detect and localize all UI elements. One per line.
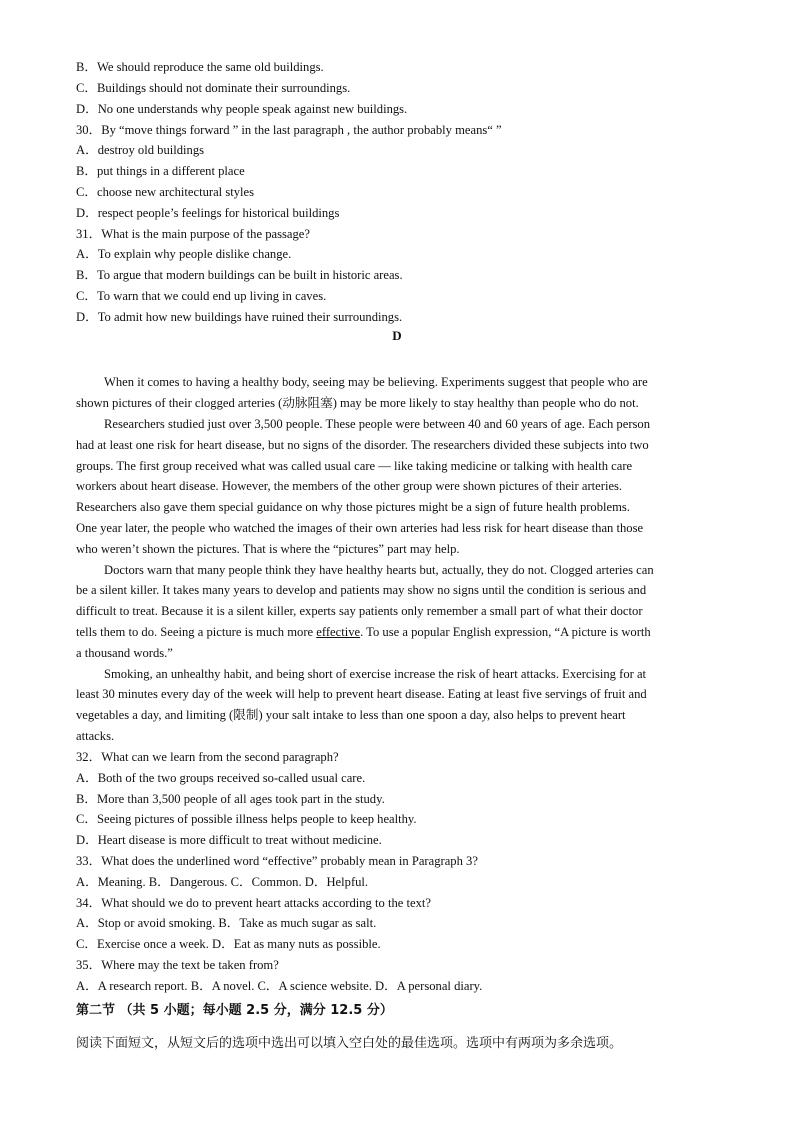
passage-line: Smoking, an unhealthy habit, and being short of exercise increase the risk of heart attacks. Exercising for at: [104, 667, 647, 681]
passage-line: attacks.: [76, 729, 115, 743]
q31-option-d: D．To admit how new buildings have ruined their surroundings.: [76, 310, 403, 324]
passage-line: Doctors warn that many people think they have healthy hearts but, actually, they do not. Clogged arteries can: [104, 563, 654, 577]
q30-option-c: C．choose new architectural styles: [76, 185, 255, 199]
passage-line: Researchers also gave them special guidance on why those pictures might be a sign of future health problems.: [76, 500, 630, 514]
q30-stem: 30．By “move things forward ” in the last paragraph , the author probably means“ ”: [76, 123, 502, 137]
q32-stem: 32．What can we learn from the second paragraph?: [76, 750, 339, 764]
q32-option-d: D．Heart disease is more difficult to treat without medicine.: [76, 833, 382, 847]
q34-options-cd: C．Exercise once a week. D．Eat as many nuts as possible.: [76, 937, 381, 951]
q29-option-c: C．Buildings should not dominate their surroundings.: [76, 81, 351, 95]
passage-line: Researchers studied just over 3,500 people. These people were between 40 and 60 years of age. Each person: [104, 417, 651, 431]
q29-option-b: B．We should reproduce the same old buildings.: [76, 60, 324, 74]
passage-line: [76, 625, 651, 640]
q31-option-b: B．To argue that modern buildings can be built in historic areas.: [76, 268, 403, 282]
q32-option-c: C．Seeing pictures of possible illness helps people to keep healthy.: [76, 812, 417, 826]
q33-options: A．Meaning. B．Dangerous. C．Common. D．Helpful.: [76, 875, 369, 889]
q35-options: A．A research report. B．A novel. C．A science website. D．A personal diary.: [76, 979, 483, 993]
q30-option-a: A．destroy old buildings: [76, 143, 205, 157]
q35-stem: 35．Where may the text be taken from?: [76, 958, 279, 972]
q32-option-a: A．Both of the two groups received so-called usual care.: [76, 771, 366, 785]
passage-line: difficult to treat. Because it is a silent killer, experts say patients only remember a small part of what their doctor: [76, 604, 643, 618]
q30-option-d: D．respect people’s feelings for historical buildings: [76, 206, 340, 220]
q34-stem: 34．What should we do to prevent heart attacks according to the text?: [76, 896, 431, 910]
part2-heading: 第二节 （共 5 小题；每小题 2.5 分，满分 12.5 分）: [76, 1003, 393, 1018]
q32-option-b: B．More than 3,500 people of all ages took part in the study.: [76, 792, 385, 806]
q34-options-ab: A．Stop or avoid smoking. B．Take as much sugar as salt.: [76, 916, 377, 930]
passage-line: least 30 minutes every day of the week will help to prevent heart disease. Eating at least five servings of fruit and: [76, 687, 647, 701]
part2-instruction: 阅读下面短文，从短文后的选项中选出可以填入空白处的最佳选项。选项中有两项为多余选项。: [76, 1036, 623, 1051]
passage-line: be a silent killer. It takes many years to develop and patients may show no signs until the condition is serious and: [76, 583, 647, 597]
q30-option-b: B．put things in a different place: [76, 164, 245, 178]
passage-text: tells them to do. Seeing a picture is much more: [76, 625, 317, 639]
passage-line: workers about heart disease. However, the members of the other group were shown pictures of their arteries.: [76, 479, 623, 493]
q31-option-c: C．To warn that we could end up living in caves.: [76, 289, 327, 303]
passage-line: vegetables a day, and limiting (限制) your salt intake to less than one spoon a day, also helps to prevent heart: [76, 708, 626, 722]
passage-line: had at least one risk for heart disease, but no signs of the disorder. The researchers divided these subjects into two: [76, 438, 649, 452]
q31-option-a: A．To explain why people dislike change.: [76, 247, 292, 261]
passage-line: When it comes to having a healthy body, seeing may be believing. Experiments suggest that people who are: [104, 375, 648, 389]
passage-line: who weren’t shown the pictures. That is where the “pictures” part may help.: [76, 542, 460, 556]
underlined-word-effective: effective: [316, 625, 361, 639]
q33-stem: 33．What does the underlined word “effective” probably mean in Paragraph 3?: [76, 854, 478, 868]
passage-line: shown pictures of their clogged arteries (动脉阻塞) may be more likely to stay healthy than people who do not.: [76, 396, 639, 410]
passage-line: a thousand words.”: [76, 646, 173, 660]
passage-line: groups. The first group received what was called usual care — like taking medicine or talking with health care: [76, 459, 633, 473]
q31-stem: 31．What is the main purpose of the passage?: [76, 227, 310, 241]
passage-label: D: [392, 328, 402, 343]
passage-text: . To use a popular English expression, “A picture is worth: [360, 625, 651, 639]
q29-option-d: D．No one understands why people speak against new buildings.: [76, 102, 408, 116]
passage-line: One year later, the people who watched the images of their own arteries had less risk for heart disease than those: [76, 521, 644, 535]
